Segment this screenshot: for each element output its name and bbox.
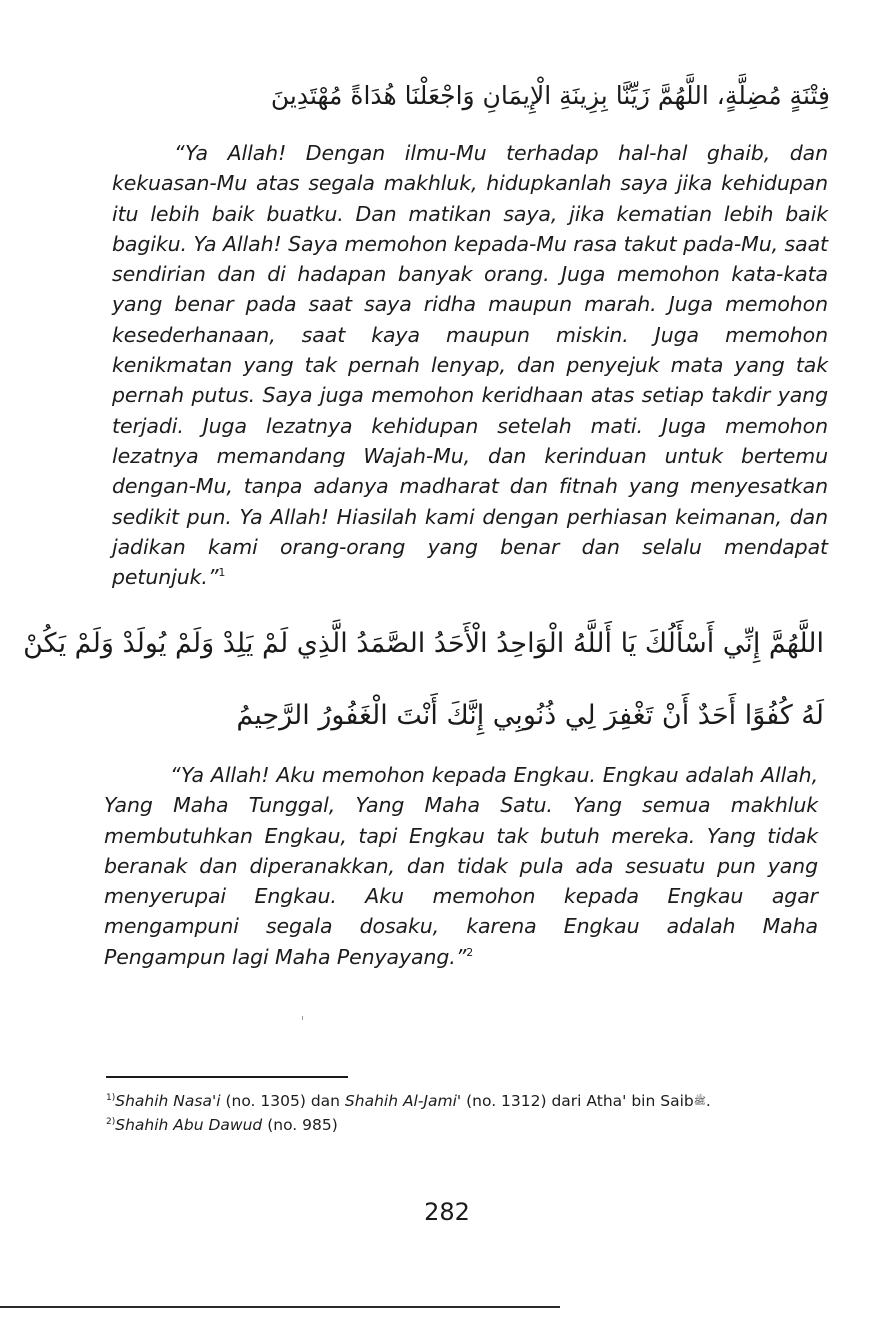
footnote-ref-2: 2 <box>466 945 474 959</box>
translation-text-1: “Ya Allah! Dengan ilmu-Mu terhadap hal-hal ghaib, dan kekuasan-Mu atas segala makhluk, hidupkanlah saya jika kehidupan itu lebih baik buatku. Dan matikan saya, jika kematian lebih baik bagiku. Ya Allah! Saya memohon kepada-Mu rasa takut pada-Mu, saat sendirian dan di hadapan banyak orang. Juga memohon kata-kata yang benar pada saat saya ridha maupun marah. Juga memohon kesederhanaan, saat kaya maupun miskin. Juga memohon kenikmatan yang tak pernah lenyap, dan penyejuk mata yang tak pernah putus. Saya juga memohon keridhaan atas setiap takdir yang terjadi. Juga lezatnya kehidupan setelah mati. Juga memohon lezatnya memandang Wajah-Mu, dan kerinduan untuk bertemu dengan-Mu, tanpa adanya madharat dan fitnah yang menyesatkan sedikit pun. Ya Allah! Hiasilah kami dengan perhiasan keimanan, dan jadikan kami orang-orang yang benar dan selalu mendapat petunjuk.” <box>112 141 828 590</box>
footnote-divider <box>106 1076 348 1078</box>
footnote-1-text-2: (no. 1312) dari Atha' bin Saib <box>461 1092 694 1110</box>
footnote-ref-1: 1 <box>218 566 226 580</box>
page-number: 282 <box>424 1198 470 1226</box>
footnote-1 <box>106 1090 711 1113</box>
arabic-prayer-line-2: اللَّهُمَّ إِنِّي أَسْأَلُكَ يَا أَللَّهُ الْوَاحِدُ الْأَحَدُ الصَّمَدُ الَّذِي لَمْ يَلِدْ وَلَمْ يُولَدْ وَلَمْ يَكُنْ <box>23 628 824 659</box>
footnote-2 <box>106 1114 338 1136</box>
translation-paragraph-2 <box>104 760 818 972</box>
footnote-1-source-2: Shahih Al-Jami' <box>344 1092 462 1110</box>
translation-text-2: “Ya Allah! Aku memohon kepada Engkau. Engkau adalah Allah, Yang Maha Tunggal, Yang Maha Satu. Yang semua makhluk membutuhkan Engkau, tapi Engkau tak butuh mereka. Yang tidak beranak dan diperanakkan, dan tidak pula ada sesuatu pun yang menyerupai Engkau. Aku memohon kepada Engkau agar mengampuni segala dosaku, karena Engkau adalah Maha Pengampun lagi Maha Penyayang.” <box>104 763 818 969</box>
translation-paragraph-1 <box>112 138 828 592</box>
arabic-prayer-line-3: لَهُ كُفُوًا أَحَدٌ أَنْ تَغْفِرَ لِي ذُنُوبِي إِنَّكَ أَنْتَ الْغَفُورُ الرَّحِيمُ <box>236 700 824 731</box>
arabic-prayer-line-1: فِتْنَةٍ مُضِلَّةٍ، اللَّهُمَّ زَيِّنَّا بِزِينَةِ الْإِيمَانِ وَاجْعَلْنَا هُدَاةً مُهْتَدِينَ <box>270 81 830 110</box>
footnote-1-text: (no. 1305) dan <box>220 1092 345 1110</box>
footnote-1-end: . <box>705 1092 711 1110</box>
footnote-2-source: Shahih Abu Dawud <box>115 1116 263 1134</box>
footnote-1-source: Shahih Nasa'i <box>115 1092 221 1110</box>
honorific-icon: ﷺ <box>693 1095 706 1107</box>
footnote-marker-1: 1) <box>106 1092 116 1103</box>
footnote-2-text: (no. 985) <box>262 1116 338 1134</box>
print-speck <box>302 1016 303 1020</box>
scan-edge-line <box>0 1306 560 1308</box>
footnote-marker-2: 2) <box>106 1116 116 1127</box>
